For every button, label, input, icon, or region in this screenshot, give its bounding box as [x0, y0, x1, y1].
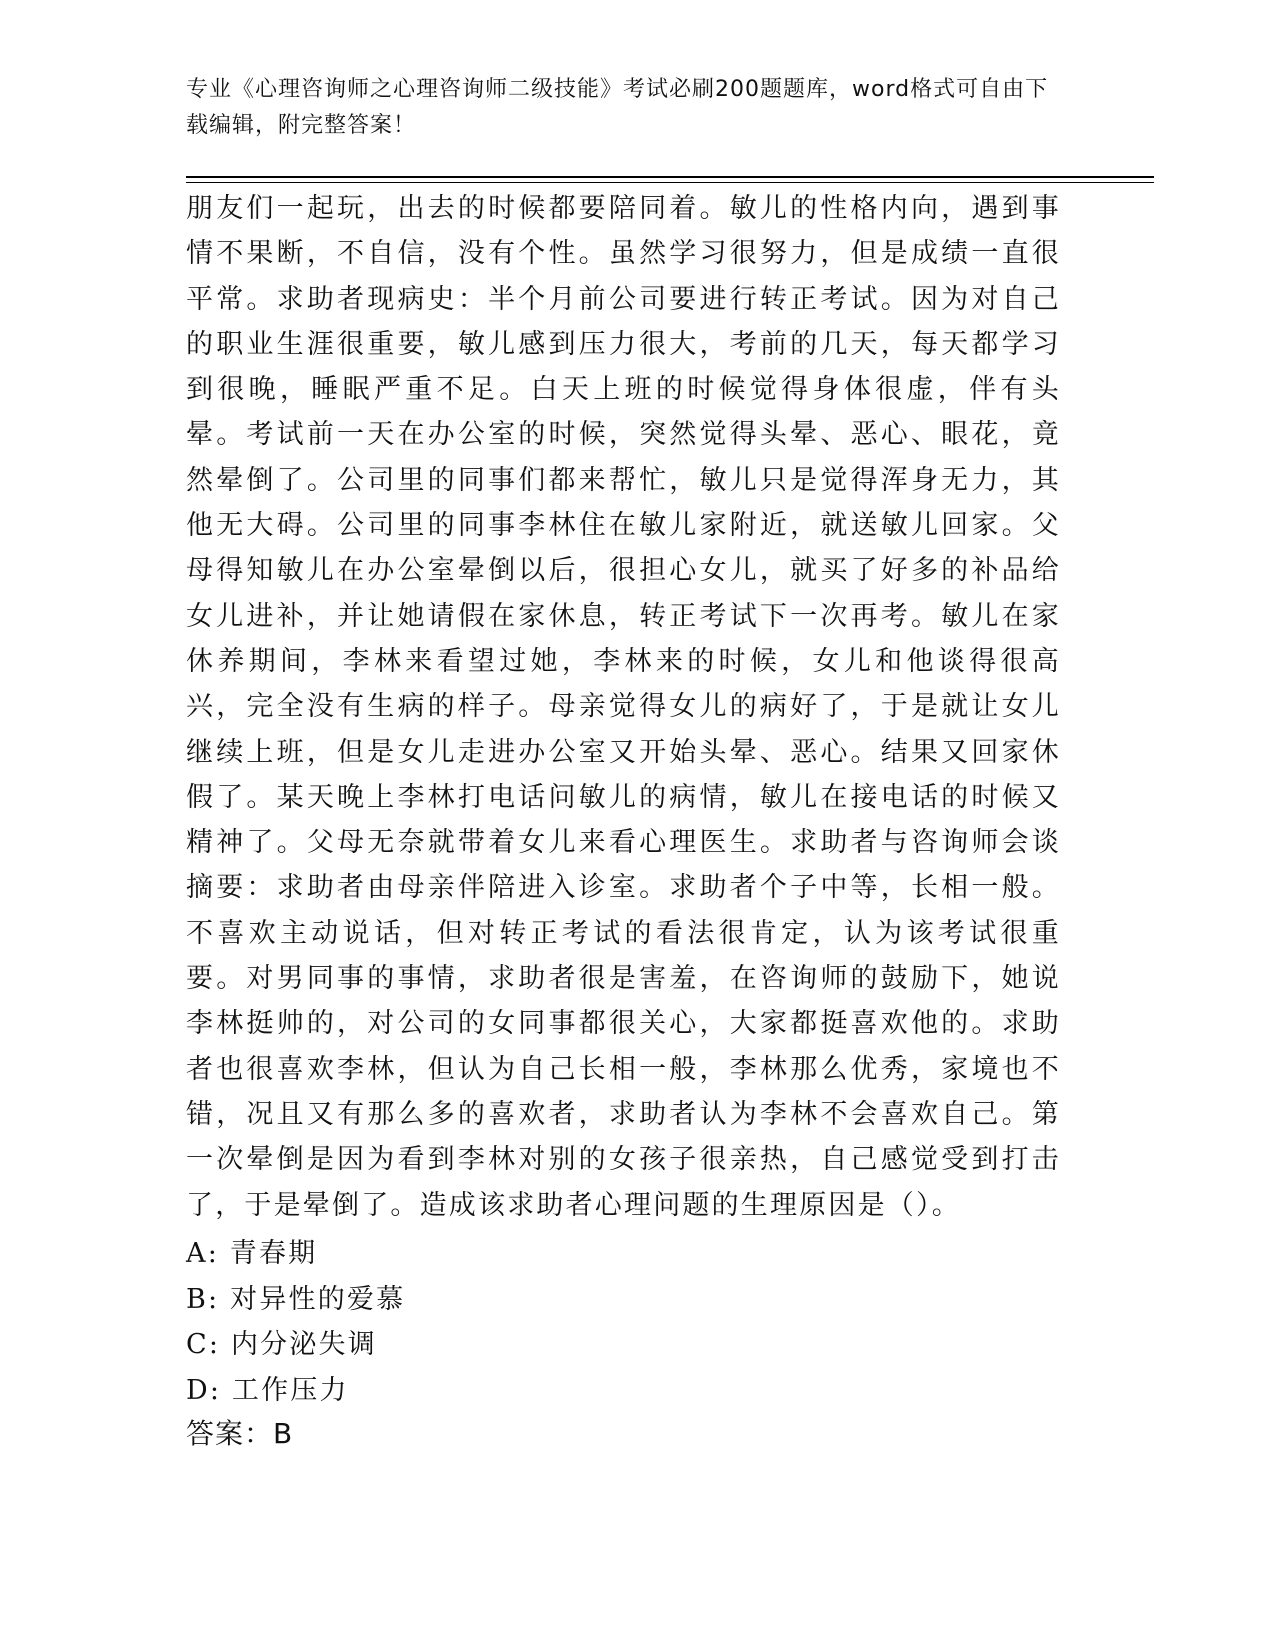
- header-divider-thick: [186, 176, 1154, 178]
- option-a: A: 青春期: [186, 1238, 318, 1269]
- option-c: C: 内分泌失调: [186, 1329, 377, 1360]
- answer-key: 答案：B: [186, 1417, 294, 1450]
- option-d: D: 工作压力: [186, 1374, 349, 1406]
- question-text: 朋友们一起玩，出去的时候都要陪同着。敏儿的性格内向，遇到事情不果断，不自信，没有个性。虽然学习很努力，但是成绩一直很平常。求助者现病史：半个月前公司要进行转正考试。因为对自己的职业生涯很重要，敏儿感到压力很大，考前的几天，每天都学习到很晚，睡眠严重不足。白天上班的时候觉得身体很虚，伴有头晕。考试前一天在办公室的时候，突然觉得头晕、恶心、眼花，竟然晕倒了。公司里的同事们都来帮忙，敏儿只是觉得浑身无力，其他无大碍。公司里的同事李林住在敏儿家附近，就送敏儿回家。父母得知敏儿在办公室晕倒以后，很担心女儿，就买了好多的补品给女儿进补，并让她请假在家休息，转正考试下一次再考。敏儿在家休养期间，李林来看望过她，李林来的时候，女儿和他谈得很高兴，完全没有生病的样子。母亲觉得女儿的病好了，于是就让女儿继续上班，但是女儿走进办公室又开始头晕、恶心。结果又回家休假了。某天晚上李林打电话问敏儿的病情，敏儿在接电话的时候又精神了。父母无奈就带着女儿来看心理医生。求助者与咨询师会谈摘要：求助者由母亲伴陪进入诊室。求助者个子中等，长相一般。不喜欢主动说话，但对转正考试的看法很肯定，认为该考试很重要。对男同事的事情，求助者很是害羞，在咨询师的鼓励下，她说李林挺帅的，对公司的女同事都很关心，大家都挺喜欢他的。求助者也很喜欢李林，但认为自己长相一般，李林那么优秀，家境也不错，况且又有那么多的喜欢者，求助者认为李林不会喜欢自己。第一次晕倒是因为看到李林对别的女孩子很亲热，自己感觉受到打击了，于是晕倒了。造成该求助者心理问题的生理原因是（）。: [186, 193, 1061, 1221]
- option-b: B: 对异性的爱慕: [186, 1283, 406, 1315]
- document-header: 专业《心理咨询师之心理咨询师二级技能》考试必刷200题题库，word格式可自由下载编辑，附完整答案！: [186, 77, 1049, 138]
- answer-options: [186, 1231, 1061, 1413]
- header-divider-thin: [186, 182, 1154, 183]
